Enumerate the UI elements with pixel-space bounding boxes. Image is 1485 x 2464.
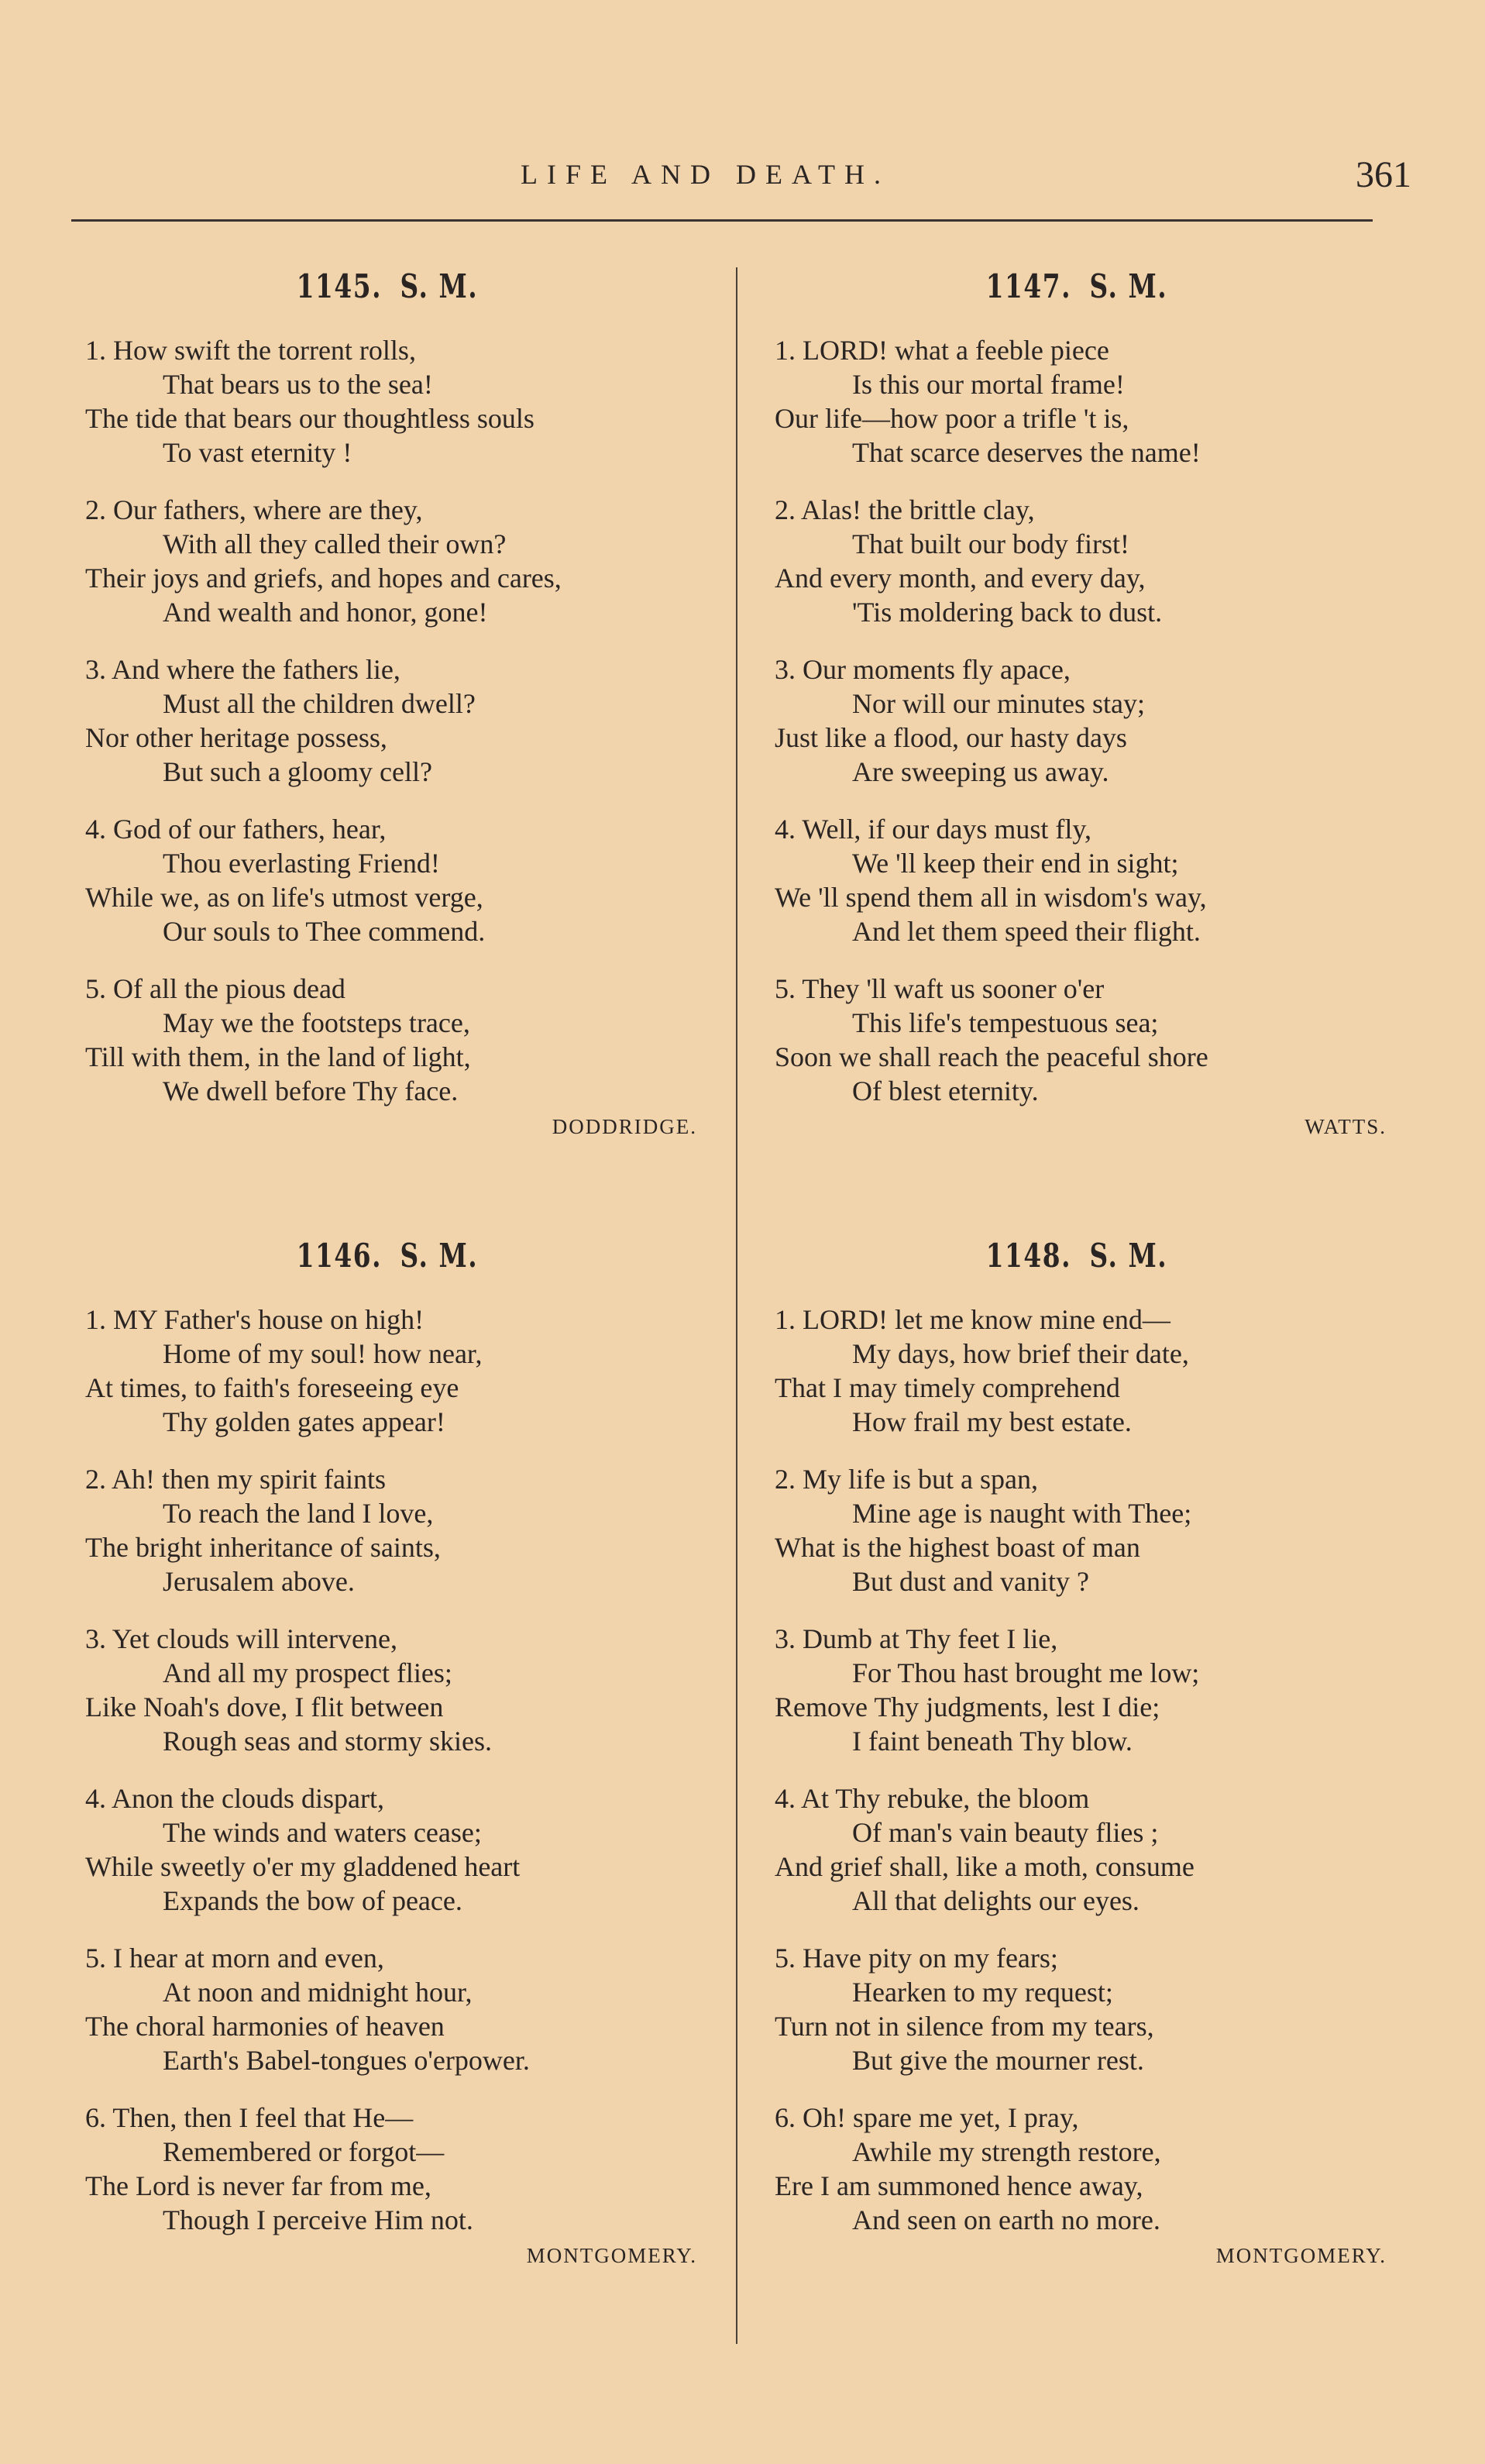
verse-line: 2. Our fathers, where are they, [85, 494, 423, 525]
verse-line: We dwell before Thy face. [163, 1075, 459, 1106]
verse-line: 'Tis moldering back to dust. [852, 597, 1163, 628]
verse-line: We 'll spend them all in wisdom's way, [775, 882, 1207, 913]
verse-line: Their joys and griefs, and hopes and cares, [85, 563, 562, 594]
verse [77, 1622, 697, 1758]
verse [767, 1941, 1387, 2077]
verse [767, 1781, 1387, 1918]
verse-line: 3. And where the fathers lie, [85, 654, 400, 685]
verse-line: And let them speed their flight. [852, 916, 1201, 947]
verse-line: My days, how brief their date, [852, 1338, 1189, 1369]
verse [77, 652, 697, 789]
verse-line: With all they called their own? [163, 528, 507, 559]
verse-line: Awhile my strength restore, [852, 2136, 1161, 2167]
hymn-author: MONTGOMERY. [526, 2244, 697, 2267]
hymn-author: MONTGOMERY. [1215, 2244, 1387, 2267]
verse-line: Turn not in silence from my tears, [775, 2011, 1154, 2042]
running-head: LIFE AND DEATH. [521, 159, 890, 190]
verse [767, 1462, 1387, 1599]
verse-line: We 'll keep their end in sight; [852, 848, 1179, 879]
verse-line: May we the footsteps trace, [163, 1007, 470, 1038]
verse-line: 1. How swift the torrent rolls, [85, 335, 416, 366]
verse-line: Nor other heritage possess, [85, 722, 387, 753]
verse-line: At times, to faith's foreseeing eye [85, 1372, 459, 1403]
verse-line: Thy golden gates appear! [163, 1406, 445, 1437]
verse-line: The tide that bears our thoughtless souls [85, 403, 535, 434]
verse-line: And seen on earth no more. [852, 2204, 1160, 2235]
verse-line: And wealth and honor, gone! [163, 597, 488, 628]
verse-line: Rough seas and stormy skies. [163, 1726, 492, 1757]
verse [77, 493, 697, 629]
verse-line: 1. MY Father's house on high! [85, 1304, 425, 1335]
page-header [0, 147, 1485, 201]
verse [767, 972, 1387, 1108]
verse-line: That bears us to the sea! [163, 369, 433, 400]
verse-line: And grief shall, like a moth, consume [775, 1851, 1195, 1882]
verse-line: I faint beneath Thy blow. [852, 1726, 1133, 1757]
verse-line: Is this our mortal frame! [852, 369, 1125, 400]
hymn [77, 1233, 697, 2273]
verse [767, 812, 1387, 948]
verse-line: Our life—how poor a trifle 't is, [775, 403, 1129, 434]
verse-line: 6. Oh! spare me yet, I pray, [775, 2102, 1079, 2133]
verse-line: 4. At Thy rebuke, the bloom [775, 1783, 1090, 1814]
verse-line: While we, as on life's utmost verge, [85, 882, 483, 913]
verse-line: Must all the children dwell? [163, 688, 476, 719]
verse [77, 1781, 697, 1918]
verse [77, 2101, 697, 2237]
verse-line: The Lord is never far from me, [85, 2170, 431, 2201]
verse-line: Though I perceive Him not. [163, 2204, 473, 2235]
hymn-meter: S. M. [1089, 1237, 1168, 1275]
verse-line: Nor will our minutes stay; [852, 688, 1145, 719]
hymn-meter: S. M. [400, 267, 479, 305]
verse-line: That I may timely comprehend [775, 1372, 1120, 1403]
verse-line: 3. Yet clouds will intervene, [85, 1623, 397, 1654]
hymn-heading [146, 1233, 629, 1279]
hymn-author: WATTS. [1305, 1115, 1387, 1138]
hymn-number: 1148. [985, 1237, 1072, 1275]
verse [767, 333, 1387, 470]
verse-line: Jerusalem above. [163, 1566, 355, 1597]
verse-line: 2. Ah! then my spirit faints [85, 1464, 386, 1495]
verse-line: Like Noah's dove, I flit between [85, 1691, 444, 1722]
verse-line: Remembered or forgot— [163, 2136, 445, 2167]
verse-line: Just like a flood, our hasty days [775, 722, 1127, 753]
verse-line: To vast eternity ! [163, 437, 352, 468]
header-rule [71, 219, 1373, 222]
verse [767, 493, 1387, 629]
hymn-meter: S. M. [400, 1237, 479, 1275]
verse-line: While sweetly o'er my gladdened heart [85, 1851, 521, 1882]
verse-line: 1. LORD! what a feeble piece [775, 335, 1109, 366]
verse-line: 6. Then, then I feel that He— [85, 2102, 414, 2133]
verse-line: Our souls to Thee commend. [163, 916, 486, 947]
verse-line: But dust and vanity ? [852, 1566, 1089, 1597]
verse [767, 2101, 1387, 2237]
verse-line: Of blest eternity. [852, 1075, 1039, 1106]
verse-line: 3. Our moments fly apace, [775, 654, 1071, 685]
verse-line: This life's tempestuous sea; [852, 1007, 1159, 1038]
column-divider [736, 267, 737, 2344]
verse [77, 1462, 697, 1599]
verse-line: For Thou hast brought me low; [852, 1657, 1200, 1688]
verse-line: That built our body first! [852, 528, 1129, 559]
verse-line: What is the highest boast of man [775, 1532, 1140, 1563]
page-number: 361 [1356, 154, 1411, 195]
verse [767, 1303, 1387, 1439]
verse-line: 5. I hear at morn and even, [85, 1943, 384, 1974]
verse-line: 4. Well, if our days must fly, [775, 814, 1092, 845]
verse-line: Of man's vain beauty flies ; [852, 1817, 1159, 1848]
hymn-meter: S. M. [1089, 267, 1168, 305]
verse-line: But such a gloomy cell? [163, 756, 432, 787]
verse-line: 3. Dumb at Thy feet I lie, [775, 1623, 1058, 1654]
verse-line: All that delights our eyes. [852, 1885, 1140, 1916]
verse-line: 5. They 'll waft us sooner o'er [775, 973, 1105, 1004]
verse [77, 1303, 697, 1439]
verse-line: To reach the land I love, [163, 1498, 434, 1529]
verse-line: 2. My life is but a span, [775, 1464, 1038, 1495]
verse-line: That scarce deserves the name! [852, 437, 1201, 468]
hymn-heading [146, 263, 629, 310]
verse-line: Hearken to my request; [852, 1977, 1113, 2008]
verse-line: The winds and waters cease; [163, 1817, 482, 1848]
verse-line: The choral harmonies of heaven [85, 2011, 445, 2042]
verse-line: Soon we shall reach the peaceful shore [775, 1041, 1208, 1072]
verse-line: 2. Alas! the brittle clay, [775, 494, 1035, 525]
verse-line: Expands the bow of peace. [163, 1885, 462, 1916]
verse-line: Remove Thy judgments, lest I die; [775, 1691, 1160, 1722]
hymn-heading [835, 1233, 1318, 1279]
verse-line: Home of my soul! how near, [163, 1338, 483, 1369]
verse-line: Mine age is naught with Thee; [852, 1498, 1192, 1529]
verse-line: At noon and midnight hour, [163, 1977, 473, 2008]
verse [77, 972, 697, 1108]
right-column [767, 263, 1387, 2273]
hymn [767, 1233, 1387, 2273]
hymn-heading [835, 263, 1318, 310]
verse-line: 5. Have pity on my fears; [775, 1943, 1058, 1974]
verse [767, 652, 1387, 789]
verse-line: 4. Anon the clouds dispart, [85, 1783, 384, 1814]
verse [767, 1622, 1387, 1758]
hymn-number: 1146. [296, 1237, 383, 1275]
verse [77, 1941, 697, 2077]
hymn-number: 1145. [296, 267, 383, 305]
verse-line: But give the mourner rest. [852, 2045, 1144, 2076]
hymn-number: 1147. [985, 267, 1072, 305]
verse-line: 1. LORD! let me know mine end— [775, 1304, 1170, 1335]
verse-line: Thou everlasting Friend! [163, 848, 440, 879]
verse-line: And every month, and every day, [775, 563, 1146, 594]
left-column [77, 263, 697, 2273]
verse-line: Are sweeping us away. [852, 756, 1109, 787]
verse-line: Earth's Babel-tongues o'erpower. [163, 2045, 530, 2076]
hymn [77, 263, 697, 1144]
verse-line: How frail my best estate. [852, 1406, 1132, 1437]
verse-line: Ere I am summoned hence away, [775, 2170, 1143, 2201]
verse [77, 333, 697, 470]
verse [77, 812, 697, 948]
verse-line: The bright inheritance of saints, [85, 1532, 441, 1563]
verse-line: 5. Of all the pious dead [85, 973, 345, 1004]
verse-line: Till with them, in the land of light, [85, 1041, 471, 1072]
hymn-author: DODDRIDGE. [552, 1115, 697, 1138]
verse-line: 4. God of our fathers, hear, [85, 814, 387, 845]
hymn [767, 263, 1387, 1144]
verse-line: And all my prospect flies; [163, 1657, 452, 1688]
